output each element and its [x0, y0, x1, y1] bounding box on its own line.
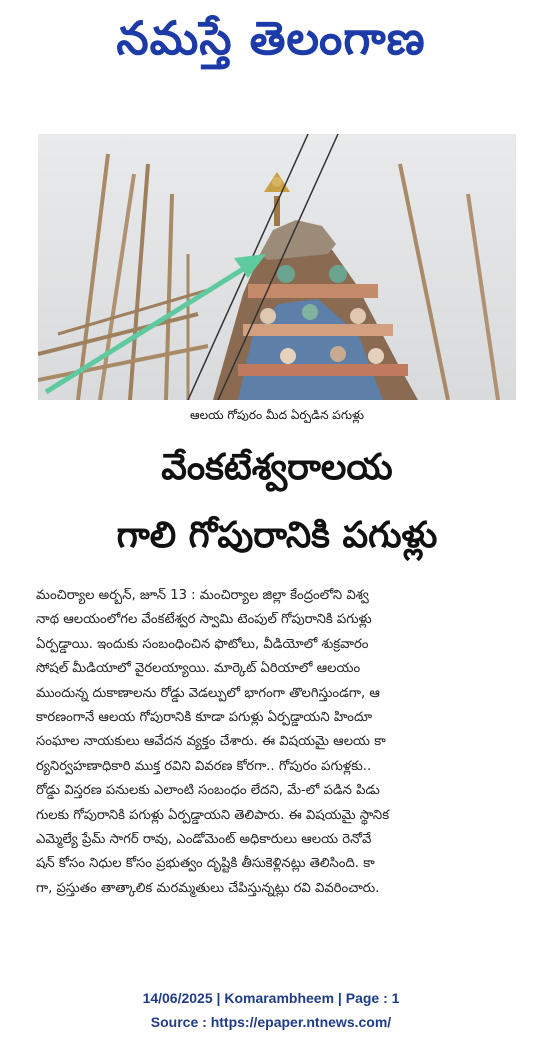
article-line: కారణంగానే ఆలయ గోపురానికి కూడా పగుళ్లు ఏర్పడ్డాయని హిందూ: [36, 709, 373, 725]
article-line: గులకు గోపురానికి పగుళ్లు ఏర్పడ్డాయని తెలిపారు. ఈ విషయమై స్థానిక: [36, 807, 390, 823]
temple-tower-photo: [38, 134, 516, 400]
article-line: షన్ కోసం నిధుల కోసం ప్రభుత్వం దృష్టికి తీసుకెళ్లినట్లు తెలిసింది. కా: [36, 856, 375, 872]
article-line: ఎమ్మెల్యే ప్రేమ్ సాగర్ రావు, ఎండోమెంట్ అధికారులు ఆలయ రెనోవే: [36, 831, 372, 847]
article-line: ముందున్న దుకాణాలను రోడ్డు వెడల్పులో భాగంగా తొలగిస్తుండగా, ఆ: [36, 685, 380, 701]
photo-caption: ఆలయ గోపురం మీద ఏర్పడిన పగుళ్లు: [190, 408, 364, 422]
article-line: సంఘాల నాయకులు ఆవేదన వ్యక్తం చేశారు. ఈ విషయమై ఆలయ కా: [36, 734, 386, 750]
footer-source-link[interactable]: Source : https://epaper.ntnews.com/: [150, 1014, 392, 1030]
newspaper-masthead: నమస్తే తెలంగాణ: [116, 11, 426, 65]
article-line: ర్యనిర్వహణాధికారి ముక్త రవిని వివరణ కోరగా.. గోపురం పగుళ్లకు..: [36, 758, 372, 774]
article-line: గా, ప్రస్తుతం తాత్కాలిక మరమ్మతులు చేపిస్తున్నట్లు రవి వివరించారు.: [36, 880, 380, 896]
photo-illustration: [38, 134, 516, 400]
footer-date-edition: 14/06/2025 | Komarambheem | Page : 1: [142, 990, 400, 1006]
headline-line-1: వేంకటేశ్వరాలయ: [161, 447, 393, 488]
article-line: ఏర్పడ్డాయి. ఇందుకు సంబంధించిన ఫొటోలు, వీడియోలో శుక్రవారం: [36, 636, 369, 652]
headline-line-2: గాలి గోపురానికి పగుళ్లు: [116, 515, 438, 556]
article-body: [36, 584, 514, 901]
article-line: రోడ్డు విస్తరణ పనులకు ఎలాంటి సంబంధం లేదని, మే-లో పడిన పిడు: [36, 783, 380, 799]
article-line: సోషల్ మీడియాలో వైరలయ్యాయి. మార్కెట్ ఏరియాలో ఆలయం: [36, 661, 361, 677]
article-line: మంచిర్యాల అర్బన్, జూన్ 13 : మంచిర్యాల జిల్లా కేంద్రంలోని విశ్వ: [36, 588, 369, 603]
article-line: నాథ ఆలయంలోగల వేంకటేశ్వర స్వామి టెంపుల్ గోపురానికి పగుళ్లు: [36, 612, 372, 628]
